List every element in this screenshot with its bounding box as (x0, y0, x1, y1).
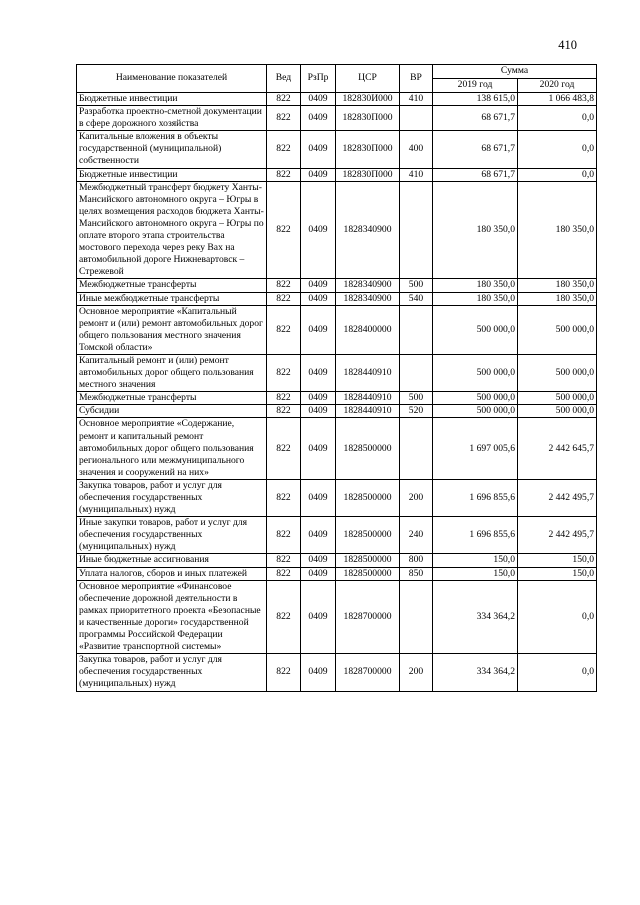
row-ved: 822 (267, 292, 301, 305)
row-value-2019: 180 350,0 (433, 279, 518, 292)
row-value-2019: 150,0 (433, 567, 518, 580)
row-value-2020: 500 000,0 (518, 354, 597, 391)
row-csr: 1828500000 (336, 479, 400, 516)
row-value-2019: 180 350,0 (433, 292, 518, 305)
row-name: Уплата налогов, сборов и иных платежей (77, 567, 267, 580)
row-vr: 240 (400, 517, 433, 554)
row-value-2019: 138 615,0 (433, 93, 518, 106)
row-vr: 850 (400, 567, 433, 580)
row-ved: 822 (267, 106, 301, 131)
row-csr: 1828700000 (336, 580, 400, 654)
row-rzpr: 0409 (301, 405, 336, 418)
row-value-2019: 1 696 855,6 (433, 517, 518, 554)
row-name: Закупка товаров, работ и услуг для обеспечения государственных (муниципальных) нужд (77, 654, 267, 691)
row-value-2020: 180 350,0 (518, 181, 597, 279)
row-name: Основное мероприятие «Капитальный ремонт и (или) ремонт автомобильных дорог общего пользования местного значения Томской области» (77, 305, 267, 354)
row-csr: 1828700000 (336, 654, 400, 691)
row-ved: 822 (267, 354, 301, 391)
row-vr (400, 106, 433, 131)
row-value-2019: 334 364,2 (433, 580, 518, 654)
table-row (77, 279, 597, 292)
row-vr (400, 580, 433, 654)
header-year-2020: 2020 год (518, 79, 597, 93)
row-rzpr: 0409 (301, 93, 336, 106)
table-row (77, 418, 597, 479)
row-value-2020: 180 350,0 (518, 292, 597, 305)
row-name: Бюджетные инвестиции (77, 168, 267, 181)
row-name: Межбюджетные трансферты (77, 392, 267, 405)
row-csr: 1828500000 (336, 418, 400, 479)
row-rzpr: 0409 (301, 580, 336, 654)
row-csr: 1828500000 (336, 567, 400, 580)
table-row (77, 392, 597, 405)
row-value-2019: 68 671,7 (433, 131, 518, 168)
row-value-2019: 334 364,2 (433, 654, 518, 691)
table-row (77, 354, 597, 391)
row-rzpr: 0409 (301, 517, 336, 554)
row-csr: 1828340900 (336, 292, 400, 305)
table-row (77, 405, 597, 418)
row-ved: 822 (267, 479, 301, 516)
row-rzpr: 0409 (301, 168, 336, 181)
row-rzpr: 0409 (301, 292, 336, 305)
row-csr: 182830П000 (336, 168, 400, 181)
row-vr: 500 (400, 279, 433, 292)
table-row (77, 106, 597, 131)
page-number: 410 (558, 38, 577, 52)
row-name: Закупка товаров, работ и услуг для обеспечения государственных (муниципальных) нужд (77, 479, 267, 516)
budget-table (76, 64, 597, 692)
row-rzpr: 0409 (301, 181, 336, 279)
row-value-2019: 500 000,0 (433, 305, 518, 354)
row-name: Иные бюджетные ассигнования (77, 554, 267, 567)
table-body (77, 93, 597, 692)
row-name: Межбюджетный трансферт бюджету Ханты-Мансийского автономного округа – Югры в целях возмещения расходов бюджета Ханты-Мансийского автономного округа – Югры по оплате второго этапа строительства мостового перехода через реку Вах на автомобильной дороге Нижневартовск – Стрежевой (77, 181, 267, 279)
row-vr (400, 354, 433, 391)
row-csr: 1828500000 (336, 554, 400, 567)
header-ved: Вед (267, 65, 301, 93)
header-rzpr: РзПр (301, 65, 336, 93)
row-name: Капитальные вложения в объекты государственной (муниципальной) собственности (77, 131, 267, 168)
row-value-2020: 2 442 495,7 (518, 517, 597, 554)
row-csr: 182830П000 (336, 131, 400, 168)
row-csr: 1828340900 (336, 181, 400, 279)
row-value-2020: 500 000,0 (518, 305, 597, 354)
row-csr: 1828340900 (336, 279, 400, 292)
row-value-2019: 68 671,7 (433, 168, 518, 181)
row-ved: 822 (267, 131, 301, 168)
table-row (77, 93, 597, 106)
row-ved: 822 (267, 517, 301, 554)
row-ved: 822 (267, 93, 301, 106)
header-sum: Сумма (433, 65, 597, 79)
row-csr: 182830И000 (336, 93, 400, 106)
row-name: Иные межбюджетные трансферты (77, 292, 267, 305)
table-row (77, 567, 597, 580)
row-vr: 520 (400, 405, 433, 418)
header-name: Наименование показателей (77, 65, 267, 93)
row-name: Основное мероприятие «Содержание, ремонт и капитальный ремонт автомобильных дорог общего пользования регионального или межмуниципального значения и сооружений на них» (77, 418, 267, 479)
row-vr: 200 (400, 654, 433, 691)
row-value-2020: 500 000,0 (518, 392, 597, 405)
row-value-2020: 2 442 495,7 (518, 479, 597, 516)
row-rzpr: 0409 (301, 305, 336, 354)
row-rzpr: 0409 (301, 418, 336, 479)
row-vr: 410 (400, 93, 433, 106)
row-value-2019: 500 000,0 (433, 405, 518, 418)
row-csr: 1828440910 (336, 354, 400, 391)
row-vr: 400 (400, 131, 433, 168)
row-rzpr: 0409 (301, 479, 336, 516)
row-rzpr: 0409 (301, 567, 336, 580)
row-csr: 182830П000 (336, 106, 400, 131)
row-csr: 1828500000 (336, 517, 400, 554)
row-name: Иные закупки товаров, работ и услуг для обеспечения государственных (муниципальных) нужд (77, 517, 267, 554)
row-ved: 822 (267, 580, 301, 654)
row-ved: 822 (267, 654, 301, 691)
row-value-2020: 0,0 (518, 131, 597, 168)
row-value-2020: 150,0 (518, 567, 597, 580)
row-name: Разработка проектно-сметной документации в сфере дорожного хозяйства (77, 106, 267, 131)
row-name: Межбюджетные трансферты (77, 279, 267, 292)
row-name: Субсидии (77, 405, 267, 418)
row-vr (400, 418, 433, 479)
table-header (77, 65, 597, 93)
row-rzpr: 0409 (301, 106, 336, 131)
row-name: Основное мероприятие «Финансовое обеспечение дорожной деятельности в рамках приоритетного проекта «Безопасные и качественные дороги» государственной программы Российской Федерации «Развитие транспортной системы» (77, 580, 267, 654)
table-row (77, 181, 597, 279)
row-value-2020: 0,0 (518, 654, 597, 691)
row-value-2019: 500 000,0 (433, 392, 518, 405)
row-vr (400, 181, 433, 279)
row-value-2019: 68 671,7 (433, 106, 518, 131)
row-ved: 822 (267, 392, 301, 405)
row-rzpr: 0409 (301, 131, 336, 168)
table-row (77, 305, 597, 354)
table-row (77, 517, 597, 554)
row-rzpr: 0409 (301, 354, 336, 391)
row-rzpr: 0409 (301, 654, 336, 691)
row-value-2019: 1 696 855,6 (433, 479, 518, 516)
row-ved: 822 (267, 554, 301, 567)
row-vr (400, 305, 433, 354)
table-row (77, 554, 597, 567)
row-ved: 822 (267, 305, 301, 354)
row-rzpr: 0409 (301, 392, 336, 405)
header-year-2019: 2019 год (433, 79, 518, 93)
row-value-2020: 150,0 (518, 554, 597, 567)
header-vr: ВР (400, 65, 433, 93)
row-value-2020: 2 442 645,7 (518, 418, 597, 479)
row-ved: 822 (267, 181, 301, 279)
row-vr: 540 (400, 292, 433, 305)
row-name: Капитальный ремонт и (или) ремонт автомобильных дорог общего пользования местного значения (77, 354, 267, 391)
row-csr: 1828440910 (336, 405, 400, 418)
row-value-2019: 1 697 005,6 (433, 418, 518, 479)
row-value-2020: 500 000,0 (518, 405, 597, 418)
row-value-2019: 150,0 (433, 554, 518, 567)
row-rzpr: 0409 (301, 554, 336, 567)
table-row (77, 168, 597, 181)
row-value-2020: 0,0 (518, 106, 597, 131)
row-value-2020: 0,0 (518, 580, 597, 654)
row-value-2019: 500 000,0 (433, 354, 518, 391)
row-vr: 410 (400, 168, 433, 181)
table-row (77, 479, 597, 516)
row-ved: 822 (267, 418, 301, 479)
row-ved: 822 (267, 405, 301, 418)
row-vr: 800 (400, 554, 433, 567)
header-csr: ЦСР (336, 65, 400, 93)
row-value-2020: 1 066 483,8 (518, 93, 597, 106)
row-csr: 1828400000 (336, 305, 400, 354)
row-ved: 822 (267, 567, 301, 580)
row-csr: 1828440910 (336, 392, 400, 405)
row-name: Бюджетные инвестиции (77, 93, 267, 106)
row-ved: 822 (267, 279, 301, 292)
row-rzpr: 0409 (301, 279, 336, 292)
row-vr: 200 (400, 479, 433, 516)
table-row (77, 580, 597, 654)
row-value-2020: 0,0 (518, 168, 597, 181)
table-row (77, 292, 597, 305)
row-value-2020: 180 350,0 (518, 279, 597, 292)
row-value-2019: 180 350,0 (433, 181, 518, 279)
table-row (77, 654, 597, 691)
row-ved: 822 (267, 168, 301, 181)
row-vr: 500 (400, 392, 433, 405)
table-row (77, 131, 597, 168)
